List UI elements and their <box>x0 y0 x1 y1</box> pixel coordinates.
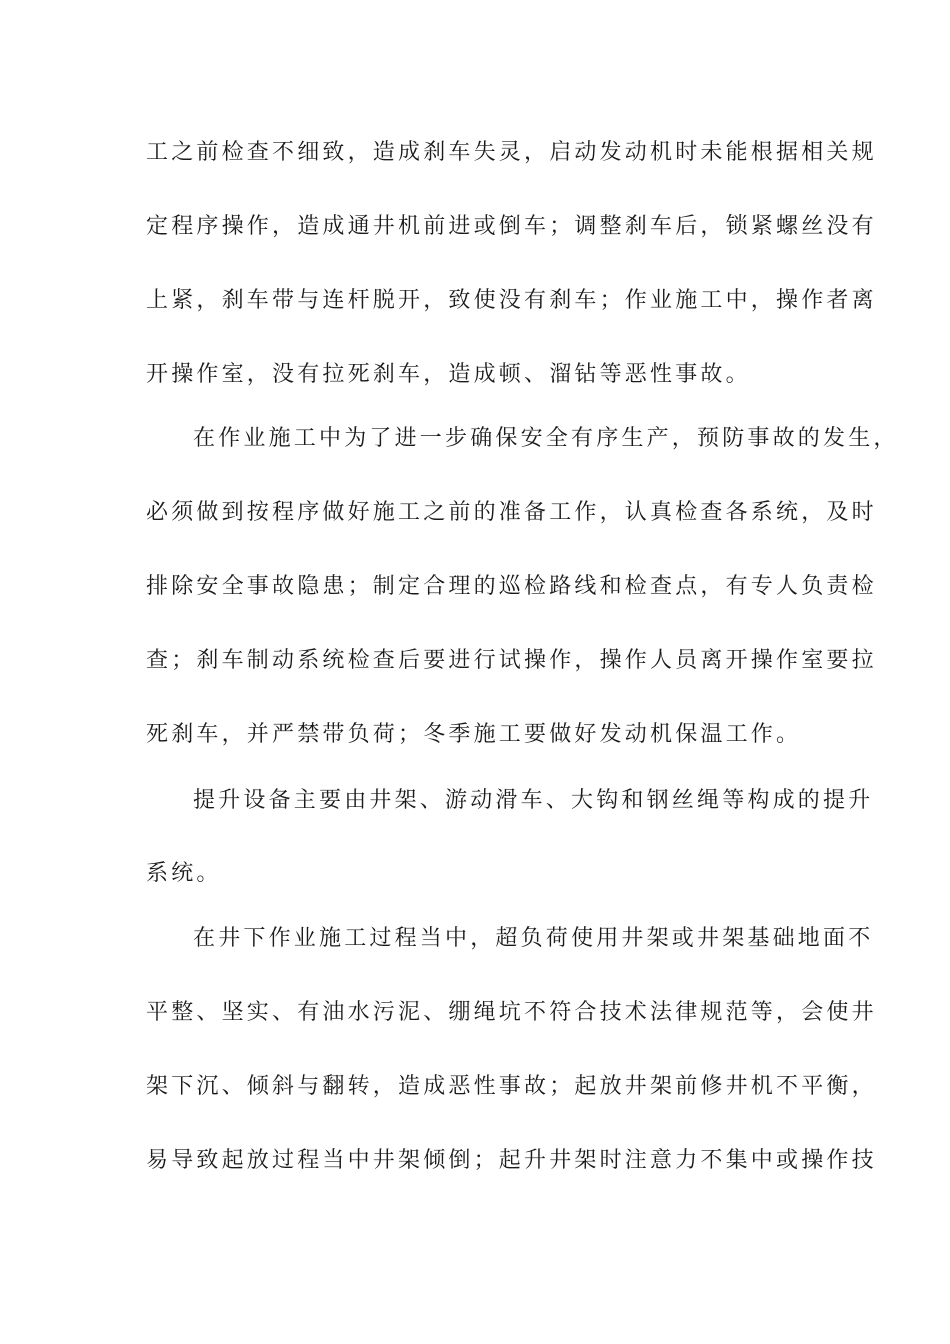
text-line: 定程序操作，造成通井机前进或倒车；调整刹车后，锁紧螺丝没有 <box>146 214 877 239</box>
text-line: 架下沉、倾斜与翻转，造成恶性事故；起放井架前修井机不平衡， <box>146 1074 877 1099</box>
text-line: 开操作室，没有拉死刹车，造成顿、溜钻等恶性事故。 <box>146 362 751 387</box>
text-line: 系统。 <box>146 861 222 886</box>
text-line: 查；刹车制动系统检查后要进行试操作，操作人员离开操作室要拉 <box>146 648 877 673</box>
text-line: 平整、坚实、有油水污泥、绷绳坑不符合技术法律规范等，会使井 <box>146 1000 877 1025</box>
text-line: 上紧，刹车带与连杆脱开，致使没有刹车；作业施工中，操作者离 <box>146 288 877 313</box>
paragraph-first-line: 在井下作业施工过程当中，超负荷使用井架或井架基础地面不 <box>193 926 874 951</box>
text-line: 必须做到按程序做好施工之前的准备工作，认真检查各系统，及时 <box>146 500 877 525</box>
text-line: 死刹车，并严禁带负荷；冬季施工要做好发动机保温工作。 <box>146 722 802 747</box>
text-line: 易导致起放过程当中井架倾倒；起升井架时注意力不集中或操作技 <box>146 1148 877 1173</box>
paragraph-first-line: 提升设备主要由井架、游动滑车、大钩和钢丝绳等构成的提升 <box>193 788 874 813</box>
paragraph-first-line: 在作业施工中为了进一步确保安全有序生产，预防事故的发生， <box>193 426 899 451</box>
text-line: 工之前检查不细致，造成刹车失灵，启动发动机时未能根据相关规 <box>146 140 877 165</box>
text-line: 排除安全事故隐患；制定合理的巡检路线和检查点，有专人负责检 <box>146 574 877 599</box>
